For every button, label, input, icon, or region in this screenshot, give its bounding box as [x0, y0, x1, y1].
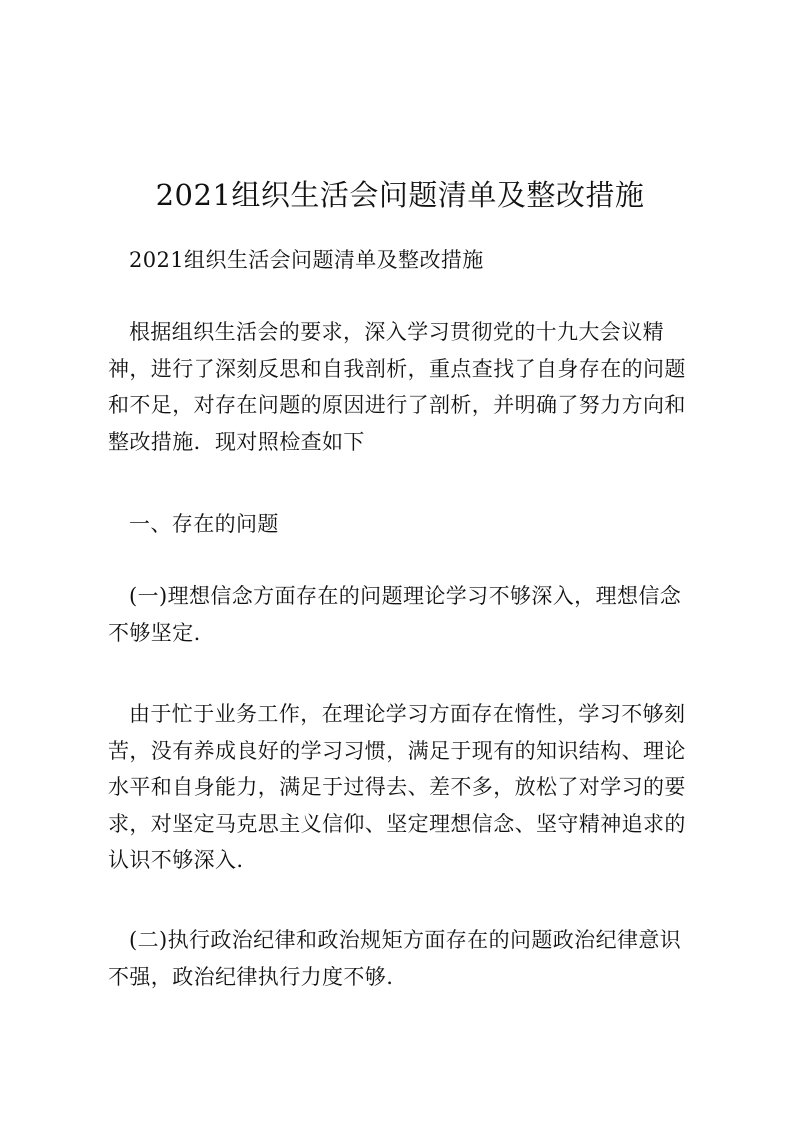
section-heading: 一、存在的问题 [129, 512, 279, 536]
subsection-heading: (二)执行政治纪律和政治规矩方面存在的问题政治纪律意识不强，政治纪律执行力度不够. [108, 928, 682, 989]
subtitle-paragraph: 2021组织生活会问题清单及整改措施 [129, 248, 484, 272]
intro-paragraph: 根据组织生活会的要求，深入学习贯彻党的十九大会议精神，进行了深刻反思和自我剖析，重点查找了自身存在的问题和不足，对存在问题的原因进行了剖析，并明确了努力方向和整改措施．现对照检查如下 [108, 320, 686, 454]
subsection-heading: (一)理想信念方面存在的问题理论学习不够深入，理想信念不够坚定. [108, 584, 682, 645]
document-title: 2021组织生活会问题清单及整改措施 [155, 178, 645, 213]
body-paragraph: 由于忙于业务工作，在理论学习方面存在惰性，学习不够刻苦，没有养成良好的学习习惯，满足于现有的知识结构、理论水平和自身能力，满足于过得去、差不多，放松了对学习的要求，对坚定马克思主义信仰、坚定理想信念、坚守精神追求的认识不够深入. [108, 702, 686, 872]
